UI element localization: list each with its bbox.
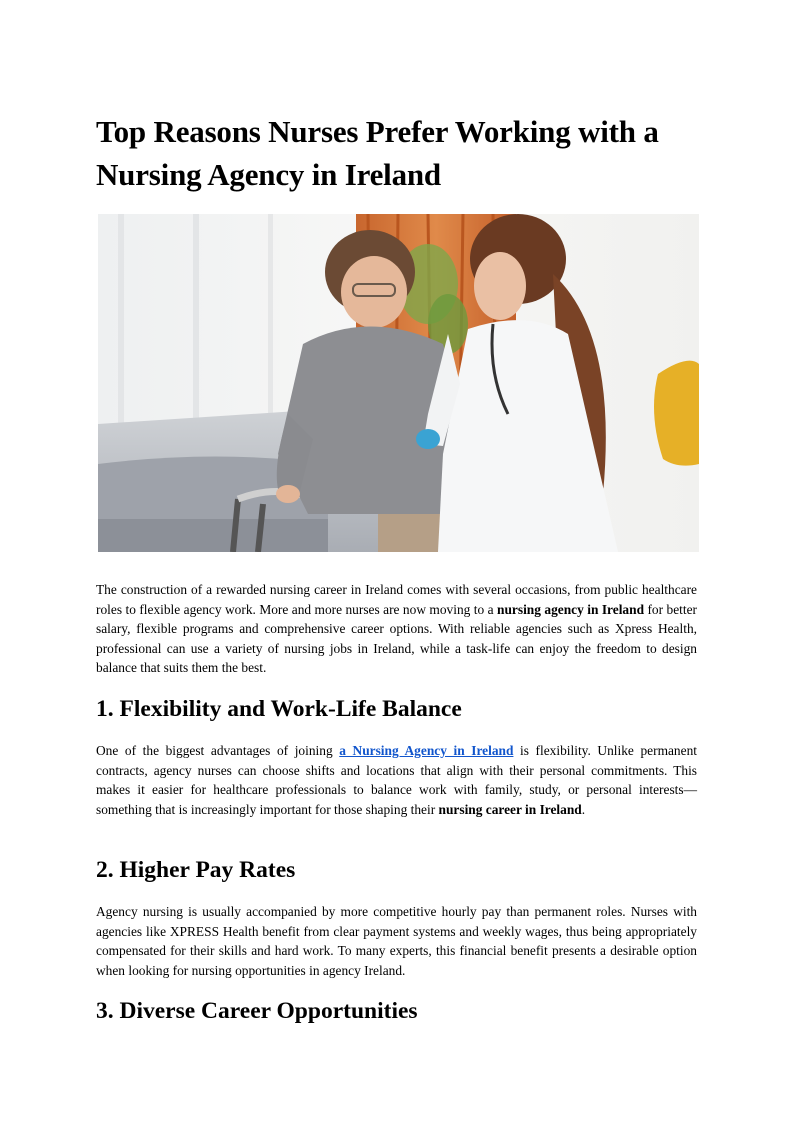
- flexibility-paragraph: One of the biggest advantages of joining a Nursing Agency in Ireland is flexibility. Unlike permanent contracts, agency nurses can choose shifts and locations that align with their personal commitments. This makes it easier for healthcare professionals to balance work with family, study, or personal interests—something that is increasingly important for those shaping their nursing career in Ireland.: [96, 743, 697, 817]
- page-title: Top Reasons Nurses Prefer Working with a Nursing Agency in Ireland: [96, 114, 659, 192]
- pay-paragraph: Agency nursing is usually accompanied by more competitive hourly pay than permanent roles. Nurses with agencies like XPRESS Health benefit from clear payment systems and weekly wages, thus being appropriately compensated for their skills and hard work. To many experts, this financial benefit presents a desirable option when looking for nursing opportunities in agency Ireland.: [96, 904, 697, 978]
- section-heading-pay: 2. Higher Pay Rates: [96, 857, 296, 883]
- section-heading-opportunities: 3. Diverse Career Opportunities: [96, 998, 418, 1024]
- nursing-agency-link[interactable]: a Nursing Agency in Ireland: [339, 743, 514, 758]
- section-heading-flexibility: 1. Flexibility and Work-Life Balance: [96, 696, 462, 722]
- hero-image: [98, 214, 699, 552]
- nurse-helping-patient-image: [98, 214, 699, 552]
- intro-paragraph: The construction of a rewarded nursing career in Ireland comes with several occasions, from public healthcare roles to flexible agency work. More and more nurses are now moving to a nursing agency in Ireland for better salary, flexible programs and comprehensive career options. With reliable agencies such as Xpress Health, professional can use a variety of nursing jobs in Ireland, while a task-life can enjoy the freedom to design balance that suits them the best.: [96, 582, 697, 675]
